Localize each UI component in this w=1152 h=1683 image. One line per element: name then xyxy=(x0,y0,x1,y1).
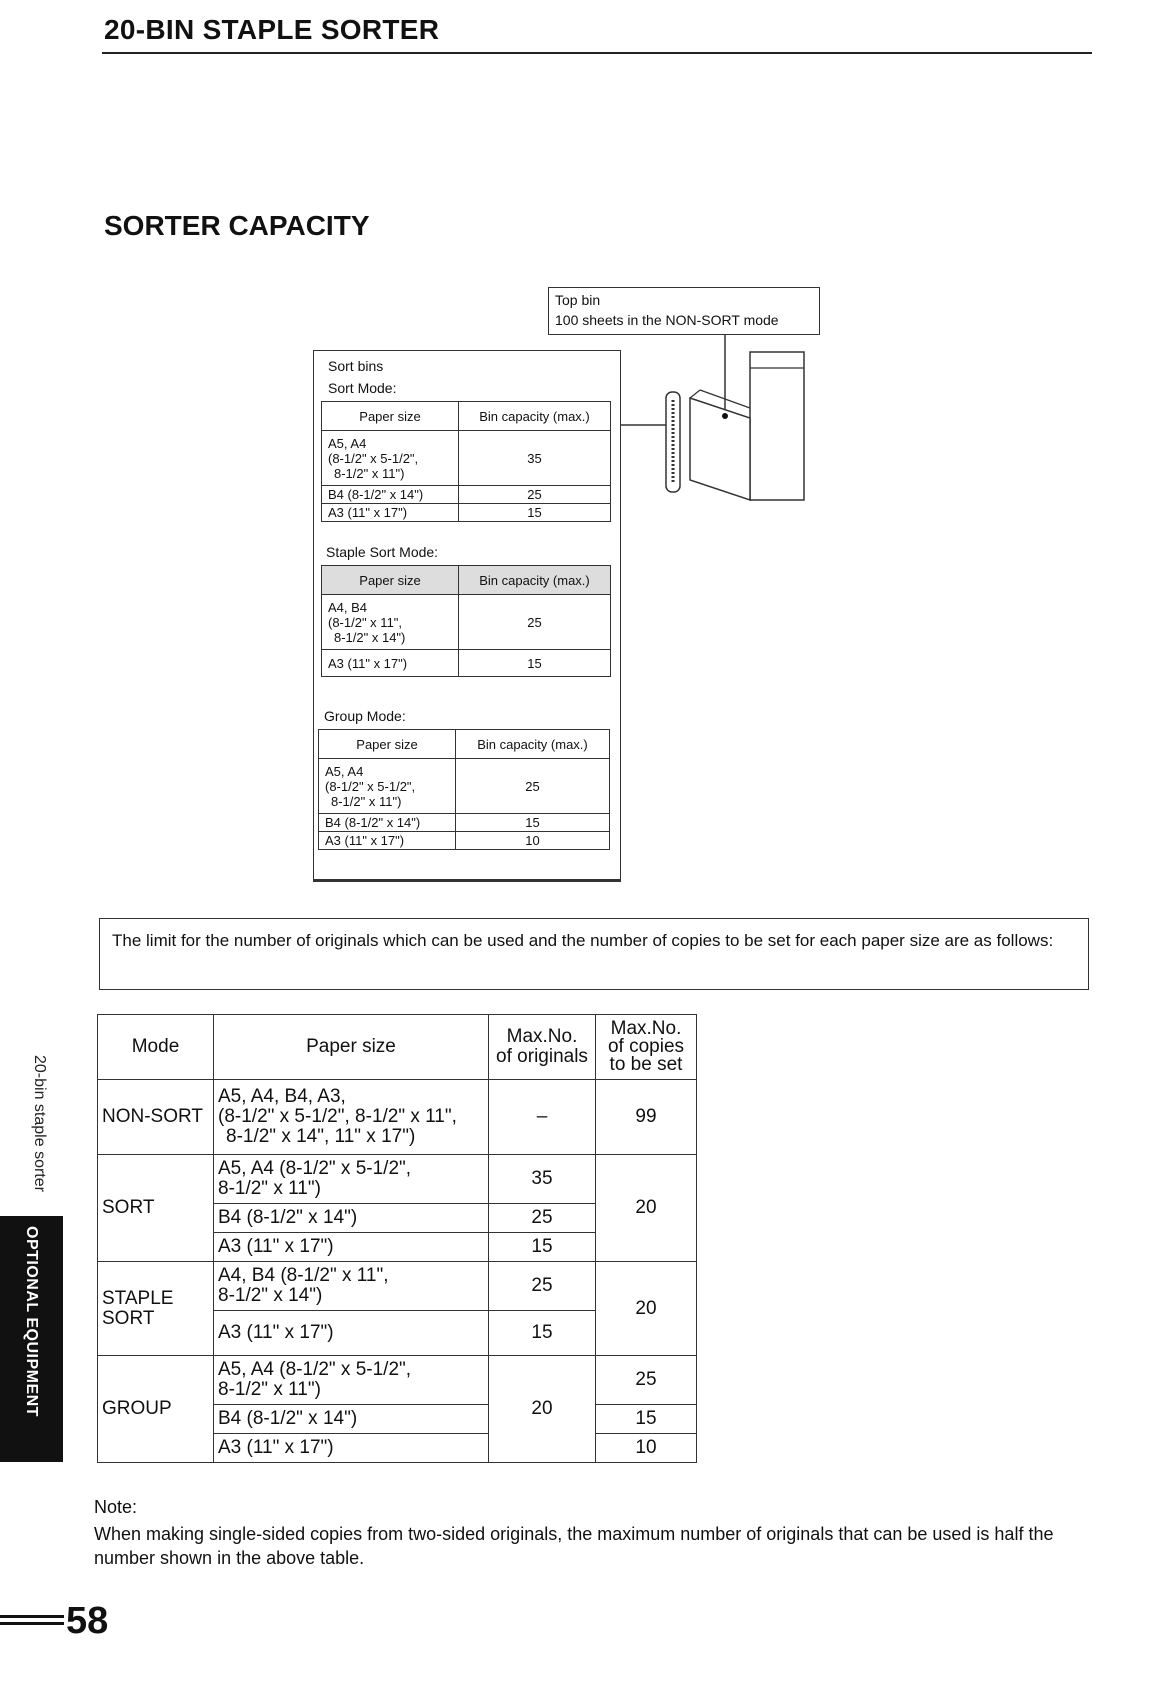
cell-paper: (8-1/2" x 5-1/2", xyxy=(325,778,416,794)
cell-capacity: 25 xyxy=(459,595,611,650)
cell-paper: 8-1/2" x 11") xyxy=(334,465,405,481)
cell-paper: 8-1/2" x 11") xyxy=(331,793,402,809)
cell-paper xyxy=(214,1262,489,1311)
col-originals-line2: of originals xyxy=(496,1046,588,1067)
cell-paper: B4 (8-1/2" x 14") xyxy=(214,1405,489,1434)
limits-table xyxy=(97,1014,697,1463)
sort-col-capacity: Bin capacity (max.) xyxy=(459,402,611,431)
cell-paper: A3 (11" x 17") xyxy=(322,504,459,522)
col-originals-line1: Max.No. xyxy=(506,1026,578,1047)
col-copies-line1: Max.No. xyxy=(610,1018,682,1039)
sort-bins-panel xyxy=(313,350,621,882)
page-number: 58 xyxy=(66,1600,109,1642)
cell-paper-line: A5, A4 (8-1/2" x 5-1/2", xyxy=(218,1359,412,1380)
sort-mode-label: Sort Mode: xyxy=(328,380,397,396)
group-col-capacity: Bin capacity (max.) xyxy=(456,730,610,759)
col-originals xyxy=(489,1015,596,1080)
cell-paper: A3 (11" x 17") xyxy=(319,832,456,850)
note-title: Note: xyxy=(94,1497,138,1517)
table-row xyxy=(319,814,610,832)
cell-originals: – xyxy=(489,1080,596,1155)
cell-paper: 8-1/2" x 14") xyxy=(334,629,406,645)
cell-paper: B4 (8-1/2" x 14") xyxy=(322,486,459,504)
sidebar-section-label: 20-bin staple sorter xyxy=(31,1055,48,1192)
cell-paper-line: 8-1/2" x 14", 11" x 17") xyxy=(226,1126,416,1147)
col-mode: Mode xyxy=(98,1015,214,1080)
cell-copies: 15 xyxy=(596,1405,697,1434)
group-mode-label: Group Mode: xyxy=(324,708,406,724)
sort-bins-label: Sort bins xyxy=(328,358,384,374)
sidebar-tab xyxy=(0,1216,63,1462)
cell-paper: A4, B4 xyxy=(328,599,368,615)
cell-paper-line: 8-1/2" x 11") xyxy=(218,1379,321,1400)
cell-mode: NON-SORT xyxy=(98,1080,214,1155)
page-number-rule xyxy=(0,1615,64,1635)
cell-paper-line: 8-1/2" x 14") xyxy=(218,1285,323,1306)
cell-copies: 25 xyxy=(596,1356,697,1405)
cell-paper-line: A4, B4 (8-1/2" x 11", xyxy=(218,1265,389,1286)
cell-copies: 10 xyxy=(596,1434,697,1463)
col-copies xyxy=(596,1015,697,1080)
cell-paper: A3 (11" x 17") xyxy=(322,650,459,677)
cell-paper: (8-1/2" x 5-1/2", xyxy=(328,450,419,466)
cell-originals: 25 xyxy=(489,1262,596,1311)
table-row xyxy=(98,1356,697,1405)
page-header-title: 20-BIN STAPLE SORTER xyxy=(104,14,440,45)
header-rule xyxy=(102,52,1092,54)
staple-mode-table xyxy=(321,565,611,677)
table-row xyxy=(98,1080,697,1155)
table-row xyxy=(322,431,611,486)
cell-capacity: 35 xyxy=(459,431,611,486)
cell-mode-line: STAPLE xyxy=(102,1287,174,1309)
cell-paper-line: A5, A4 (8-1/2" x 5-1/2", xyxy=(218,1158,412,1179)
sort-mode-table xyxy=(321,401,611,522)
staple-col-capacity: Bin capacity (max.) xyxy=(459,566,611,595)
sorter-illustration xyxy=(620,330,830,510)
col-copies-line2: of copies xyxy=(607,1036,685,1057)
note-body: When making single-sided copies from two-sided originals, the maximum number of originals that can be used is half the number shown in the above table. xyxy=(94,1524,1054,1568)
group-col-paper: Paper size xyxy=(319,730,456,759)
table-row xyxy=(319,832,610,850)
top-bin-callout xyxy=(548,287,820,335)
cell-paper: A3 (11" x 17") xyxy=(214,1311,489,1356)
cell-paper: B4 (8-1/2" x 14") xyxy=(214,1204,489,1233)
cell-copies: 99 xyxy=(596,1080,697,1155)
cell-mode: SORT xyxy=(98,1155,214,1262)
cell-originals: 35 xyxy=(489,1155,596,1204)
limit-note: The limit for the number of originals which can be used and the number of copies to be set for each paper size are as follows: xyxy=(99,918,1089,990)
table-row xyxy=(322,650,611,677)
cell-paper: B4 (8-1/2" x 14") xyxy=(319,814,456,832)
cell-paper: A5, A4 xyxy=(328,435,367,451)
col-paper: Paper size xyxy=(214,1015,489,1080)
cell-mode xyxy=(98,1262,214,1356)
cell-paper: (8-1/2" x 11", xyxy=(328,614,403,630)
cell-paper xyxy=(214,1356,489,1405)
sidebar-tab-label: OPTIONAL EQUIPMENT xyxy=(23,1226,40,1417)
table-row xyxy=(322,486,611,504)
table-row xyxy=(322,504,611,522)
table-row xyxy=(98,1262,697,1311)
group-mode-table xyxy=(318,729,610,850)
cell-originals: 25 xyxy=(489,1204,596,1233)
cell-originals: 15 xyxy=(489,1311,596,1356)
cell-capacity: 25 xyxy=(456,759,610,814)
cell-paper xyxy=(214,1155,489,1204)
top-bin-label: Top bin xyxy=(555,292,601,308)
cell-paper: A3 (11" x 17") xyxy=(214,1434,489,1463)
cell-paper xyxy=(214,1080,489,1155)
top-bin-capacity: 100 sheets in the NON-SORT mode xyxy=(555,312,779,328)
cell-copies: 20 xyxy=(596,1262,697,1356)
cell-capacity: 15 xyxy=(456,814,610,832)
staple-col-paper: Paper size xyxy=(322,566,459,595)
cell-paper: A5, A4 xyxy=(325,763,364,779)
table-row xyxy=(319,759,610,814)
cell-mode-line: SORT xyxy=(102,1307,155,1329)
cell-copies: 20 xyxy=(596,1155,697,1262)
table-row xyxy=(322,595,611,650)
cell-mode: GROUP xyxy=(98,1356,214,1463)
cell-paper-line: (8-1/2" x 5-1/2", 8-1/2" x 11", xyxy=(218,1106,457,1127)
cell-capacity: 15 xyxy=(459,650,611,677)
cell-originals: 20 xyxy=(489,1356,596,1463)
section-title: SORTER CAPACITY xyxy=(104,210,370,241)
cell-capacity: 10 xyxy=(456,832,610,850)
sort-col-paper: Paper size xyxy=(322,402,459,431)
cell-capacity: 25 xyxy=(459,486,611,504)
staple-mode-label: Staple Sort Mode: xyxy=(326,544,439,560)
col-copies-line3: to be set xyxy=(609,1054,683,1075)
table-row xyxy=(98,1155,697,1204)
cell-paper-line: 8-1/2" x 11") xyxy=(218,1178,321,1199)
cell-originals: 15 xyxy=(489,1233,596,1262)
cell-paper: A3 (11" x 17") xyxy=(214,1233,489,1262)
cell-paper-line: A5, A4, B4, A3, xyxy=(218,1086,346,1107)
cell-capacity: 15 xyxy=(459,504,611,522)
